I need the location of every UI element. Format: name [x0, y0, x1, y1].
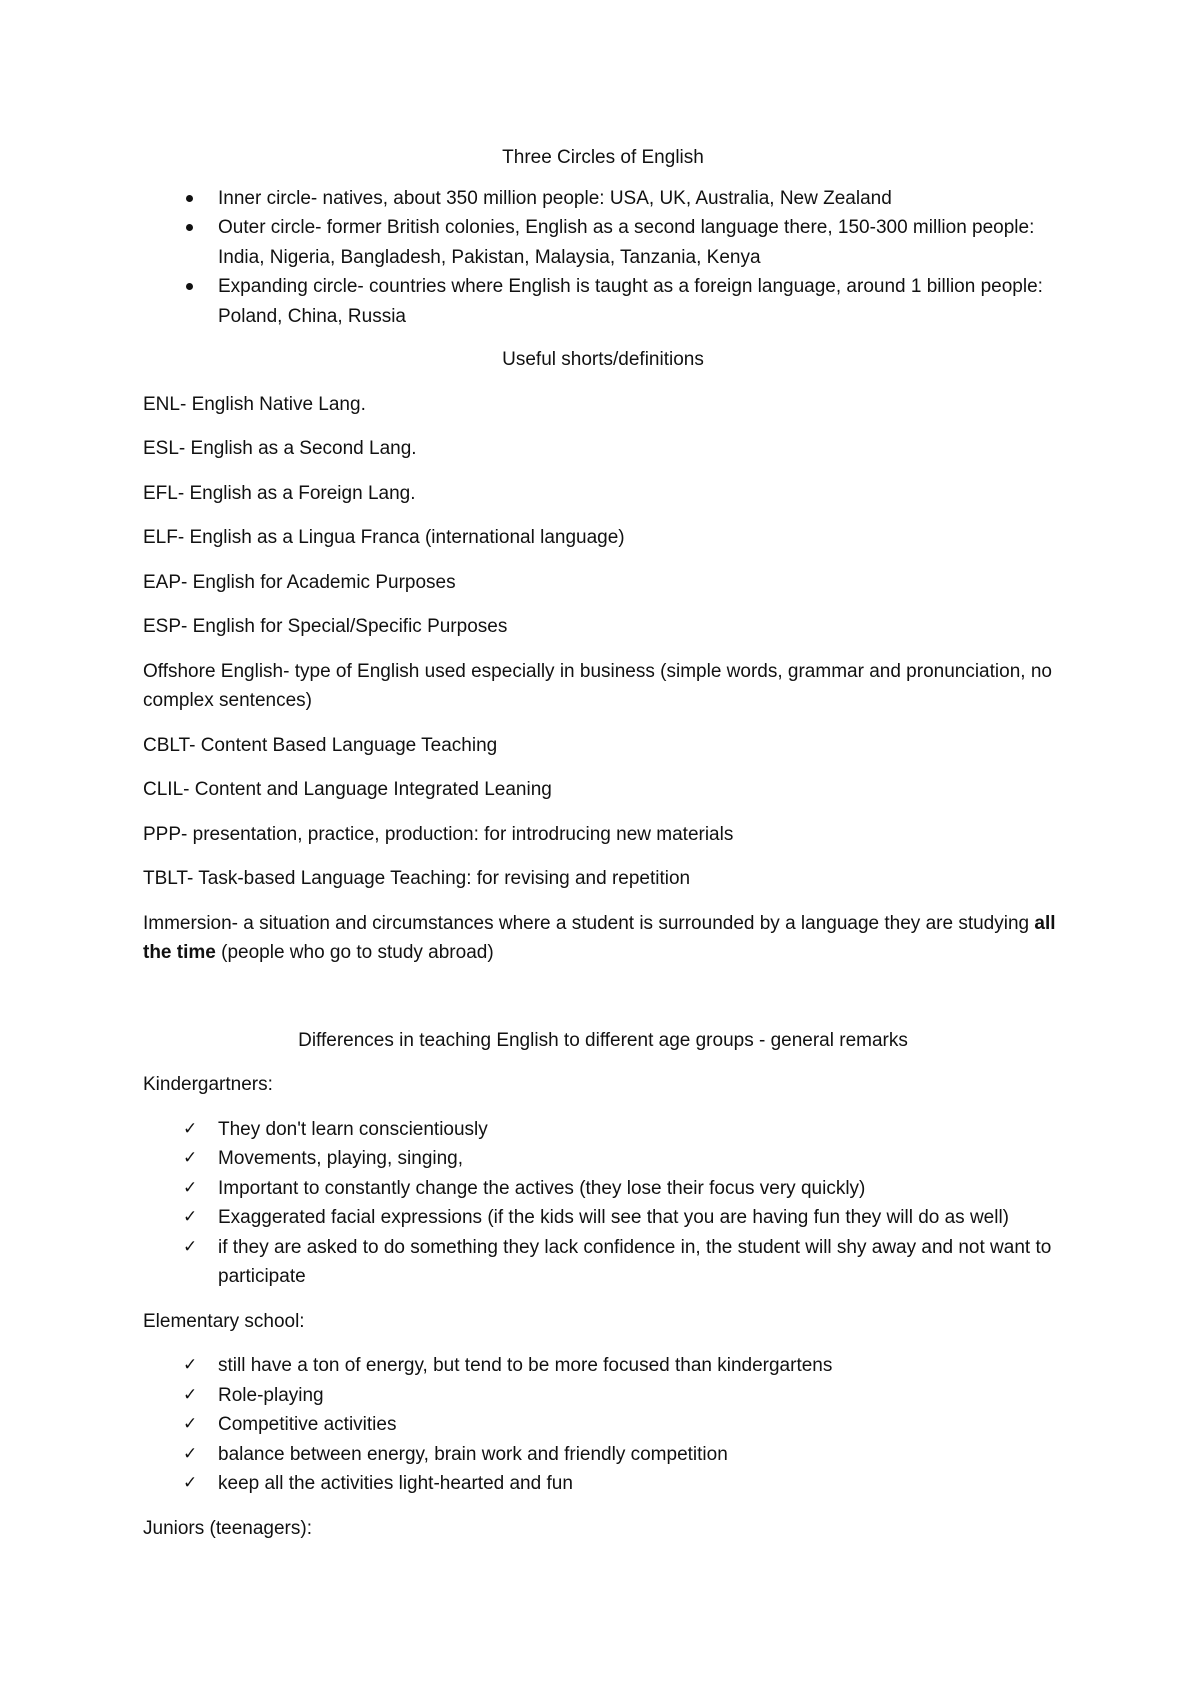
bullet-icon: [186, 283, 193, 290]
group-label-elementary-school: Elementary school:: [143, 1310, 305, 1332]
checkmark-icon: ✓: [183, 1384, 198, 1405]
section-heading-definitions: Useful shorts/definitions: [502, 349, 704, 370]
definition-elf: ELF- English as a Lingua Franca (international language): [143, 527, 625, 548]
list-item: ✓ still have a ton of energy, but tend to be more focused than kindergartens: [143, 1351, 1063, 1381]
list-item: ✓ Competitive activities: [143, 1410, 1063, 1440]
three-circles-list: [143, 184, 1063, 332]
definition-esp: ESP- English for Special/Specific Purposes: [143, 616, 508, 637]
bullet-icon: [186, 224, 193, 231]
bullet-icon: [186, 195, 193, 202]
section-heading-age-groups: Differences in teaching English to different age groups - general remarks: [298, 1029, 908, 1051]
list-item: Inner circle- natives, about 350 million people: USA, UK, Australia, New Zealand: [143, 184, 1063, 214]
list-item: ✓ if they are asked to do something they lack confidence in, the student will shy away and not want to participate: [143, 1233, 1063, 1292]
checkmark-icon: ✓: [183, 1118, 198, 1139]
list-item: ✓ Important to constantly change the actives (they lose their focus very quickly): [143, 1174, 1063, 1204]
definition-tblt: TBLT- Task-based Language Teaching: for revising and repetition: [143, 868, 691, 889]
checkmark-icon: ✓: [183, 1207, 198, 1227]
list-item: Expanding circle- countries where English is taught as a foreign language, around 1 billion people: Poland, China, Russia: [143, 272, 1063, 331]
definition-esl: ESL- English as a Second Lang.: [143, 438, 417, 459]
kindergartners-list: [143, 1115, 1063, 1292]
emphasis-text: all the time: [143, 912, 1056, 963]
list-item: ✓ Role-playing: [143, 1381, 1063, 1411]
document-body: [143, 143, 1063, 1558]
definition-enl: ENL- English Native Lang.: [143, 393, 366, 415]
checkmark-icon: ✓: [183, 1355, 198, 1375]
list-item: Outer circle- former British colonies, English as a second language there, 150-300 million people: India, Nigeria, Bangladesh, Pakistan, Malaysia, Tanzania, Kenya: [143, 213, 1063, 272]
definition-offshore-english: Offshore English- type of English used especially in business (simple words, grammar and pronunciation, no complex sentences): [143, 660, 1052, 711]
group-label-kindergartners: Kindergartners:: [143, 1074, 273, 1095]
list-item: ✓ They don't learn conscientiously: [143, 1115, 1063, 1145]
definition-immersion: Immersion- a situation and circumstances where a student is surrounded by a language they are studying all the time (people who go to study abroad): [143, 912, 1056, 963]
checkmark-icon: ✓: [183, 1177, 198, 1198]
section-heading-three-circles: Three Circles of English: [502, 147, 704, 168]
list-item: ✓ balance between energy, brain work and friendly competition: [143, 1440, 1063, 1470]
list-item: ✓ Movements, playing, singing,: [143, 1144, 1063, 1174]
definition-clil: CLIL- Content and Language Integrated Leaning: [143, 779, 552, 800]
checkmark-icon: ✓: [183, 1443, 198, 1464]
checkmark-icon: ✓: [183, 1148, 198, 1168]
definition-eap: EAP- English for Academic Purposes: [143, 571, 456, 593]
elementary-school-list: [143, 1351, 1063, 1499]
definition-ppp: PPP- presentation, practice, production: for introdrucing new materials: [143, 823, 734, 845]
definition-cblt: CBLT- Content Based Language Teaching: [143, 734, 498, 756]
list-item: ✓ Exaggerated facial expressions (if the kids will see that you are having fun they will do as well): [143, 1203, 1063, 1233]
list-item: ✓ keep all the activities light-hearted and fun: [143, 1469, 1063, 1499]
group-label-juniors: Juniors (teenagers):: [143, 1517, 312, 1539]
checkmark-icon: ✓: [183, 1414, 198, 1434]
checkmark-icon: ✓: [183, 1473, 198, 1493]
definition-efl: EFL- English as a Foreign Lang.: [143, 482, 416, 504]
checkmark-icon: ✓: [183, 1236, 198, 1257]
